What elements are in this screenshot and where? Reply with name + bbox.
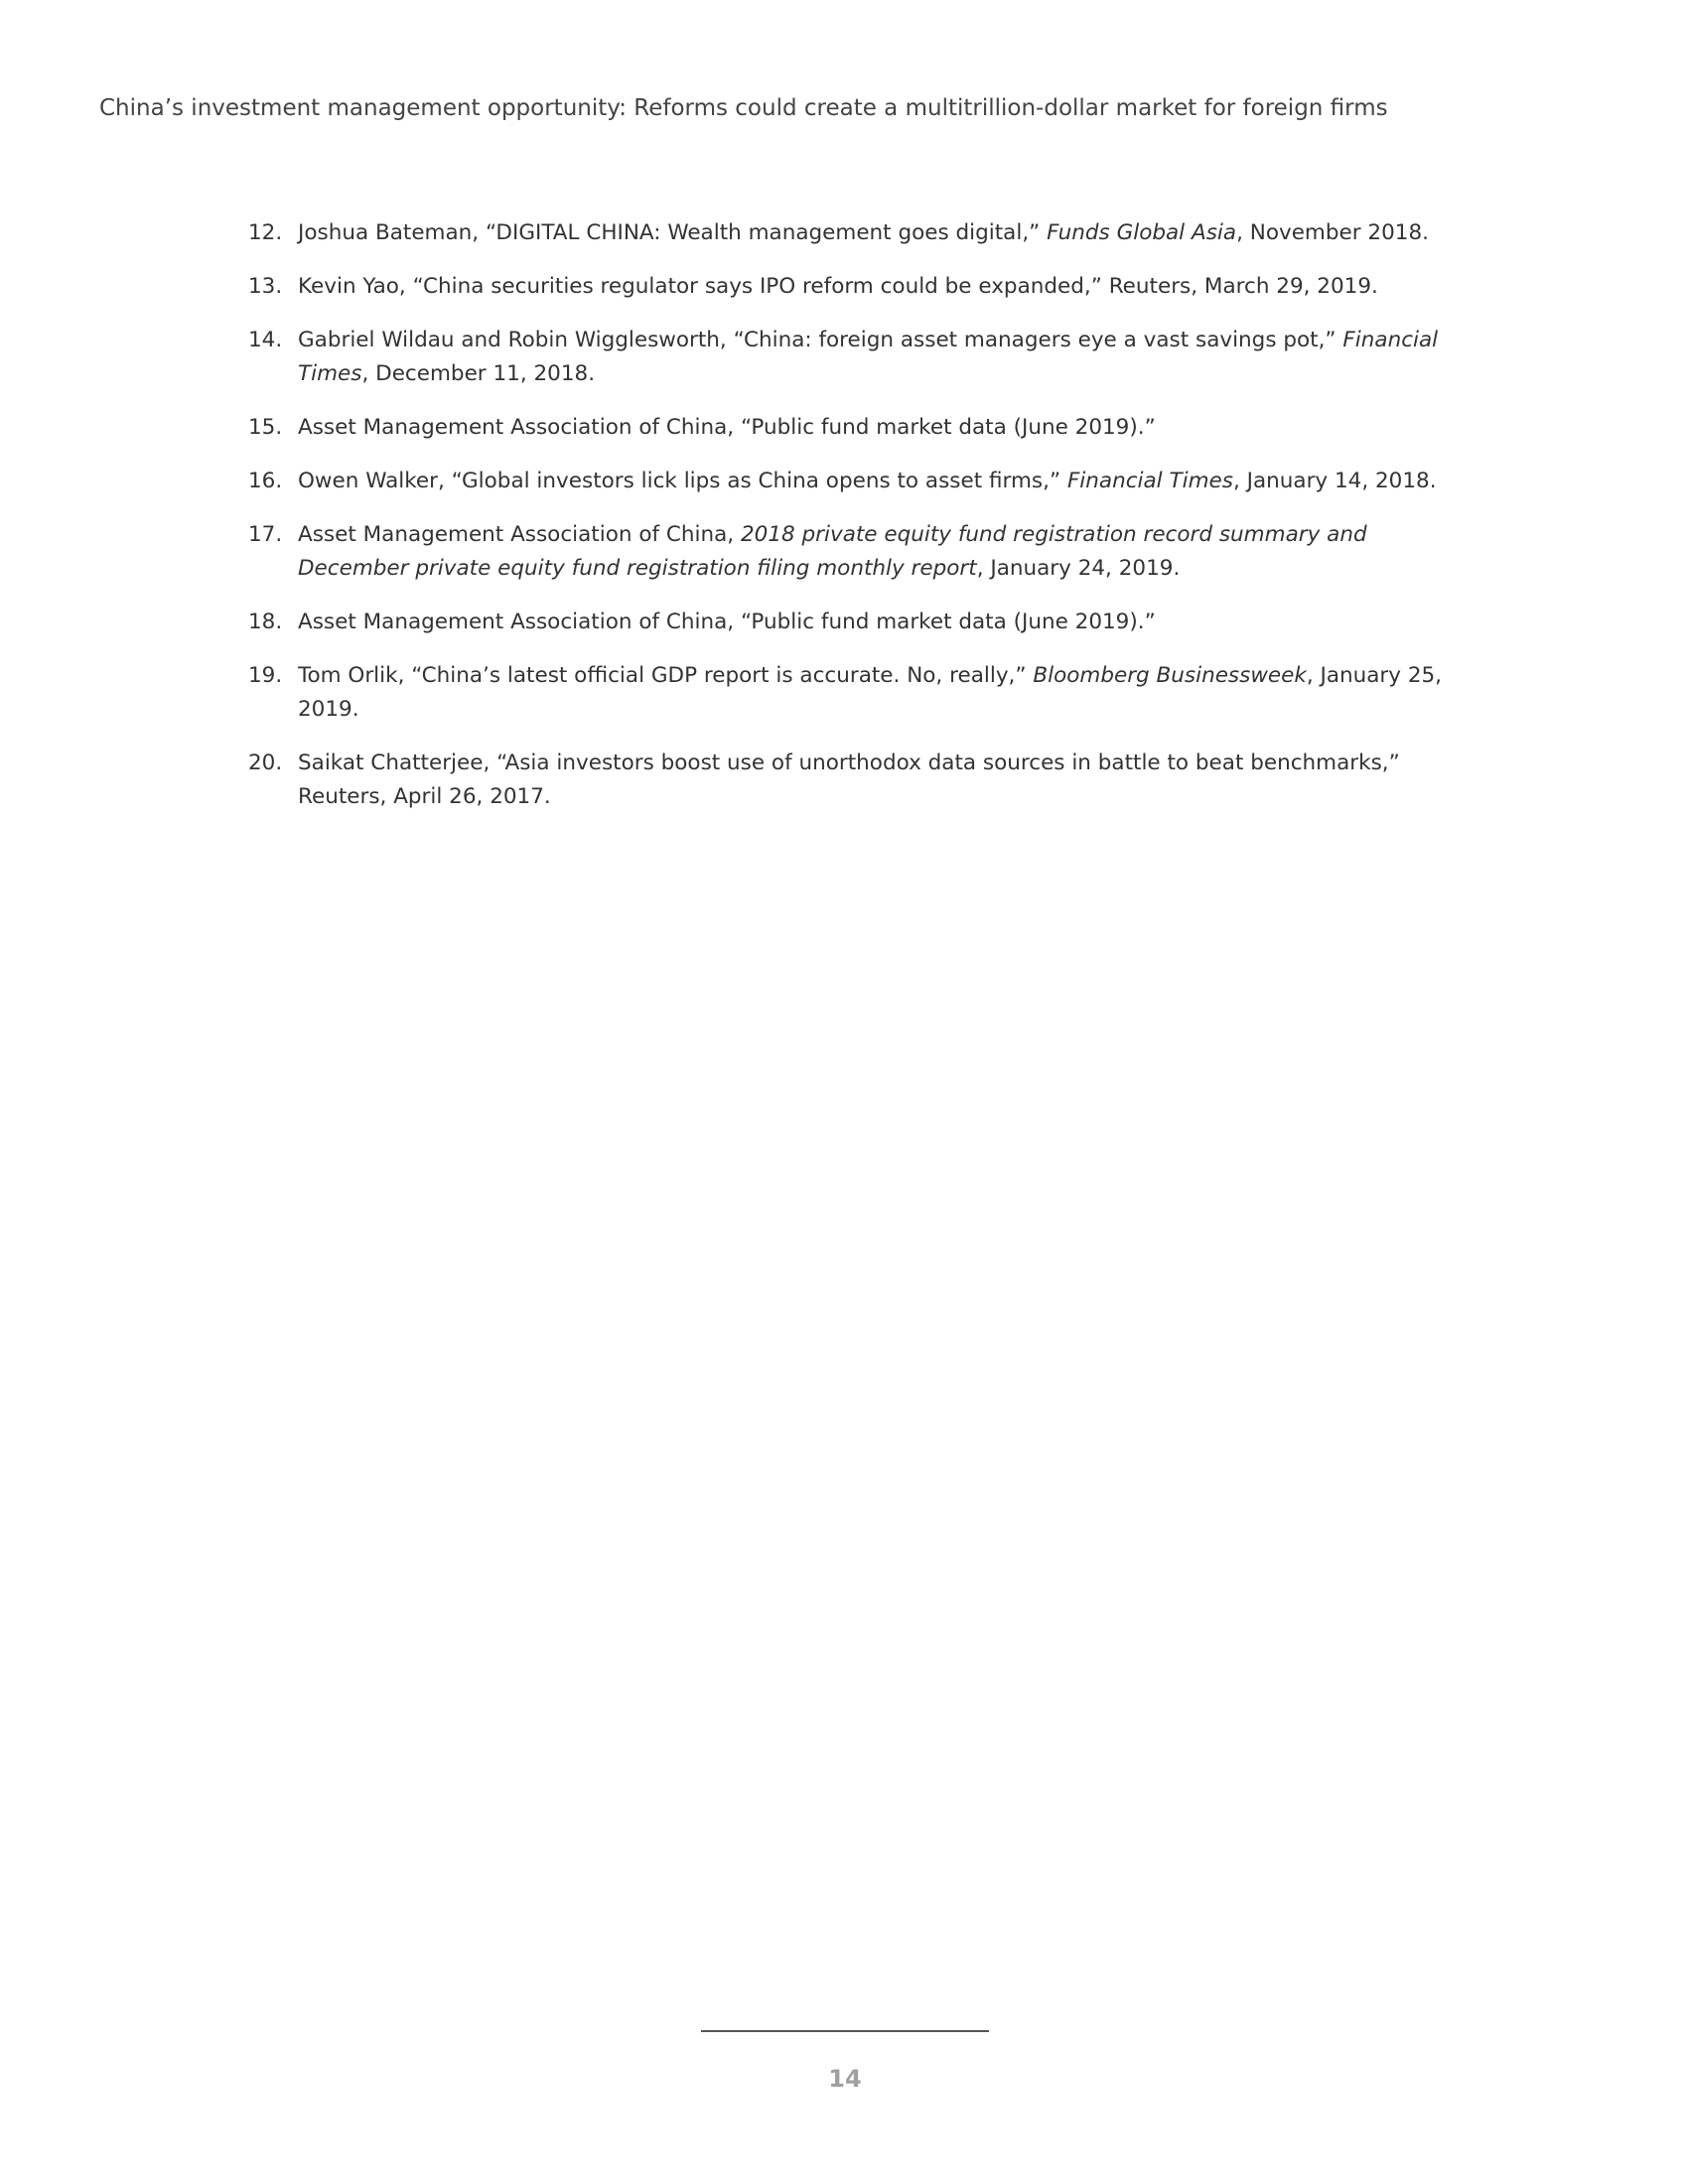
endnote-number: 16. — [248, 469, 283, 493]
endnote-text-segment: Gabriel Wildau and Robin Wigglesworth, “China: foreign asset managers eye a vast savings pot,” — [298, 328, 1343, 352]
endnote-text-segment: Kevin Yao, “China securities regulator says IPO reform could be expanded,” Reuters, March 29, 2019. — [298, 274, 1378, 299]
endnote-item — [248, 465, 1460, 498]
endnote-item — [248, 270, 1460, 304]
endnote-text — [298, 415, 1156, 440]
endnote-text-segment: , January 14, 2018. — [1232, 469, 1437, 493]
endnote-text — [298, 220, 1429, 245]
endnote-text-segment: , January 24, 2019. — [976, 556, 1181, 581]
endnote-number: 17. — [248, 522, 283, 547]
endnote-source-title: Financial Times — [298, 328, 1439, 386]
endnote-source-title: Bloomberg Businessweek — [1033, 663, 1307, 688]
endnote-number: 12. — [248, 220, 283, 245]
endnote-number: 15. — [248, 415, 283, 440]
endnote-item — [248, 411, 1460, 445]
endnote-text — [298, 328, 1438, 386]
endnote-number: 13. — [248, 274, 283, 299]
endnote-source-title: Financial Times — [1066, 469, 1233, 493]
endnote-item — [248, 659, 1460, 727]
endnote-text — [298, 751, 1400, 809]
endnote-text — [298, 522, 1367, 581]
endnote-number: 18. — [248, 610, 283, 634]
endnote-number: 14. — [248, 328, 283, 352]
endnote-item — [248, 216, 1460, 250]
endnote-source-title: Funds Global Asia — [1047, 220, 1237, 245]
endnote-item — [248, 747, 1460, 814]
endnote-text-segment: , November 2018. — [1236, 220, 1429, 245]
endnote-text-segment: Saikat Chatterjee, “Asia investors boost use of unorthodox data sources in battle to beat benchmarks,” Reuters, April 26, 2017. — [298, 751, 1400, 809]
endnote-text-segment: Asset Management Association of China, “Public fund market data (June 2019).” — [298, 415, 1156, 440]
footer-divider — [701, 2030, 989, 2032]
running-header: China’s investment management opportunity: Reforms could create a multitrillion-dollar market for foreign firms — [99, 95, 1388, 121]
endnote-text-segment: , January 25, 2019. — [298, 663, 1443, 722]
endnote-text-segment: Tom Orlik, “China’s latest official GDP report is accurate. No, really,” — [298, 663, 1034, 688]
endnote-source-title: 2018 private equity fund registration record summary and December private equity fund registration filing monthly report — [298, 522, 1367, 581]
endnote-text-segment: Asset Management Association of China, “Public fund market data (June 2019).” — [298, 610, 1156, 634]
endnote-text — [298, 610, 1156, 634]
endnote-text-segment: Joshua Bateman, “DIGITAL CHINA: Wealth management goes digital,” — [298, 220, 1048, 245]
endnote-text-segment: Asset Management Association of China, — [298, 522, 741, 547]
endnote-item — [248, 324, 1460, 391]
endnote-item — [248, 606, 1460, 639]
endnotes-list — [248, 216, 1460, 834]
endnote-text — [298, 274, 1378, 299]
endnote-number: 19. — [248, 663, 283, 688]
endnote-number: 20. — [248, 751, 283, 775]
endnote-item — [248, 518, 1460, 586]
endnote-text — [298, 469, 1437, 493]
endnote-text — [298, 663, 1442, 722]
endnote-text-segment: , December 11, 2018. — [361, 361, 596, 386]
endnote-text-segment: Owen Walker, “Global investors lick lips as China opens to asset firms,” — [298, 469, 1067, 493]
page-number: 14 — [828, 2065, 862, 2093]
